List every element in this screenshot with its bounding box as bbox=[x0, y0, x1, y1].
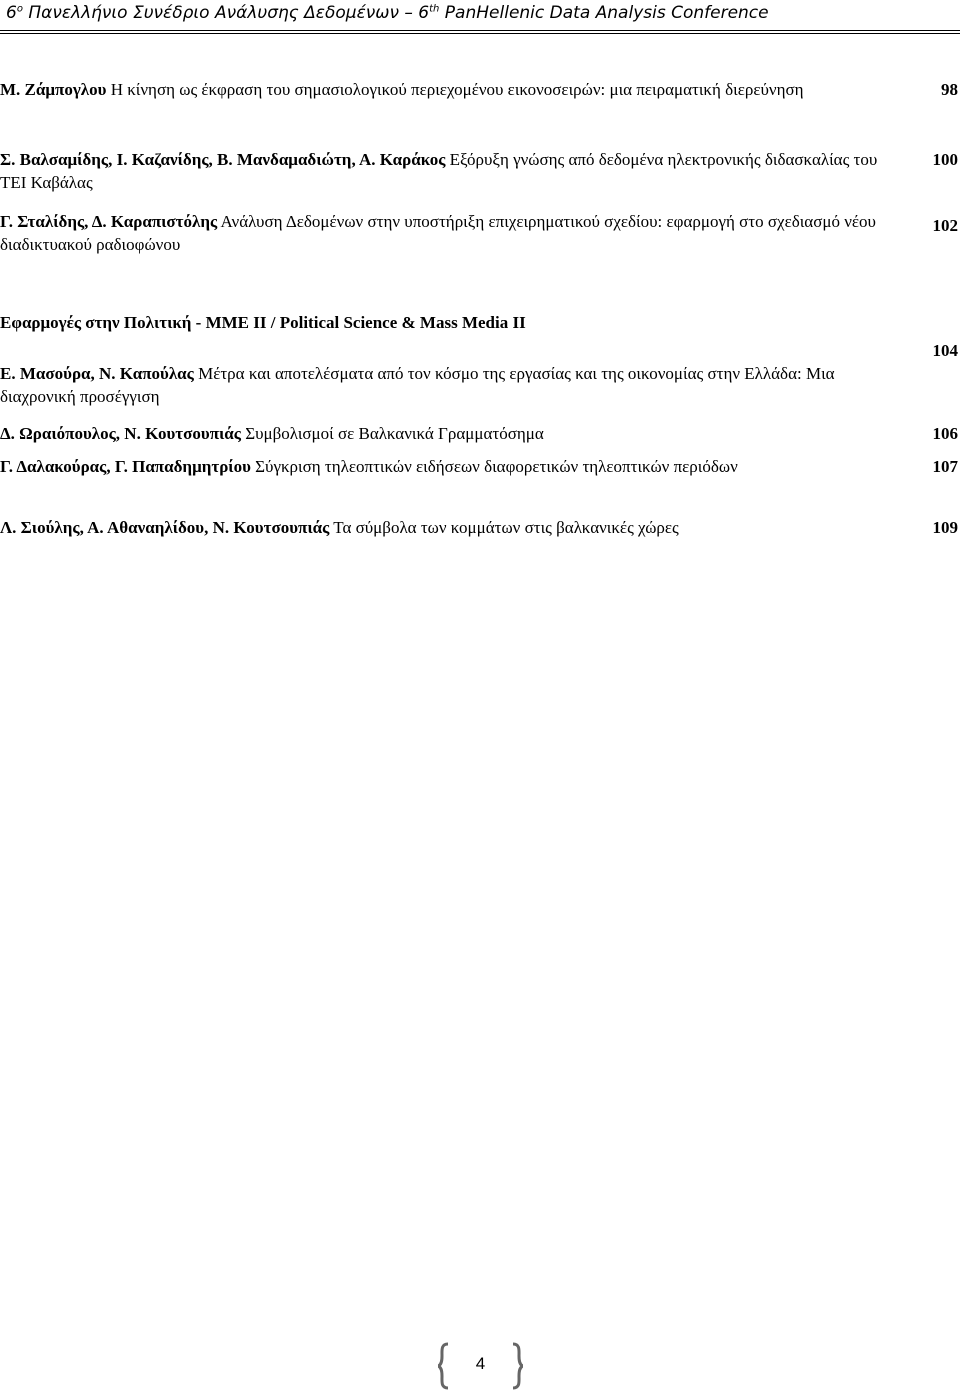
toc-entry-authors: Δ. Ωραιόπουλος, Ν. Κουτσουπιάς bbox=[0, 424, 241, 443]
toc-entry-text bbox=[0, 516, 880, 539]
toc-entry-title: Συμβολισμοί σε Βαλκανικά Γραμματόσημα bbox=[240, 424, 544, 443]
header-rule-top bbox=[0, 30, 960, 31]
toc-entry-title: Μέτρα και αποτελέσματα από τον κόσμο της εργασίας και της οικονομίας στην Ελλάδα: Μια διαχρονική προσέγγιση bbox=[0, 364, 835, 406]
header-part: 6 bbox=[6, 3, 17, 23]
toc-entry-page: 100 bbox=[932, 150, 958, 169]
header-rule-bottom bbox=[0, 33, 960, 34]
toc-entry-text bbox=[0, 78, 880, 101]
toc-entry-authors: Ε. Μασούρα, Ν. Καπούλας bbox=[0, 364, 194, 383]
toc-entry-text bbox=[0, 455, 880, 478]
toc-entry-title: Ανάλυση Δεδομένων στην υποστήριξη επιχειρηματικού σχεδίου: εφαρμογή στο σχεδιασμό νέου διαδικτυακού ραδιοφώνου bbox=[0, 212, 876, 254]
page-number: 4 bbox=[475, 1354, 486, 1373]
toc-entry-authors: Μ. Ζάμπογλου bbox=[0, 80, 107, 99]
toc-entry-title: Σύγκριση τηλεοπτικών ειδήσεων διαφορετικών τηλεοπτικών περιόδων bbox=[250, 457, 738, 476]
toc-entry-page: 109 bbox=[932, 518, 958, 537]
toc-entry-title: Τα σύμβολα των κομμάτων στις βαλκανικές χώρες bbox=[329, 518, 679, 537]
toc-entry-page: 107 bbox=[932, 457, 958, 476]
toc-entry-page: 102 bbox=[932, 216, 958, 235]
toc-entry-title: Η κίνηση ως έκφραση του σημασιολογικού περιεχομένου εικονοσειρών: μια πειραματική διερεύνηση bbox=[106, 80, 804, 99]
toc-entry-text bbox=[0, 422, 880, 445]
toc-entry-authors: Γ. Δαλακούρας, Γ. Παπαδημητρίου bbox=[0, 457, 251, 476]
toc-entry-text bbox=[0, 148, 880, 194]
header-part: PanHellenic Data Analysis Conference bbox=[439, 3, 769, 23]
toc-entry-authors: Λ. Σιούλης, Α. Αθαναηλίδου, Ν. Κουτσουπιάς bbox=[0, 518, 330, 537]
running-header bbox=[6, 2, 769, 24]
toc-entry-page: 104 bbox=[932, 341, 958, 360]
toc-entry-authors: Σ. Βαλσαμίδης, Ι. Καζανίδης, Β. Μανδαμαδιώτη, Α. Καράκος bbox=[0, 150, 446, 169]
toc-entry-title: Εξόρυξη γνώσης από δεδομένα ηλεκτρονικής διδασκαλίας του ΤΕΙ Καβάλας bbox=[0, 150, 878, 192]
section-heading: Εφαρμογές στην Πολιτική - ΜΜΕ ΙΙ / Political Science & Mass Media II bbox=[0, 313, 526, 332]
toc-entry-authors: Γ. Σταλίδης, Δ. Καραπιστόλης bbox=[0, 212, 218, 231]
header-superscript: th bbox=[429, 3, 440, 15]
toc-entry-page: 106 bbox=[932, 424, 958, 443]
toc-entry-page: 98 bbox=[941, 80, 958, 99]
toc-entry-text bbox=[0, 210, 880, 256]
toc-entry-text bbox=[0, 362, 880, 408]
header-part: Πανελλήνιο Συνέδριο Ανάλυσης Δεδομένων – 6 bbox=[22, 3, 430, 23]
header-superscript: ο bbox=[16, 3, 23, 15]
page-footer bbox=[438, 1342, 523, 1390]
